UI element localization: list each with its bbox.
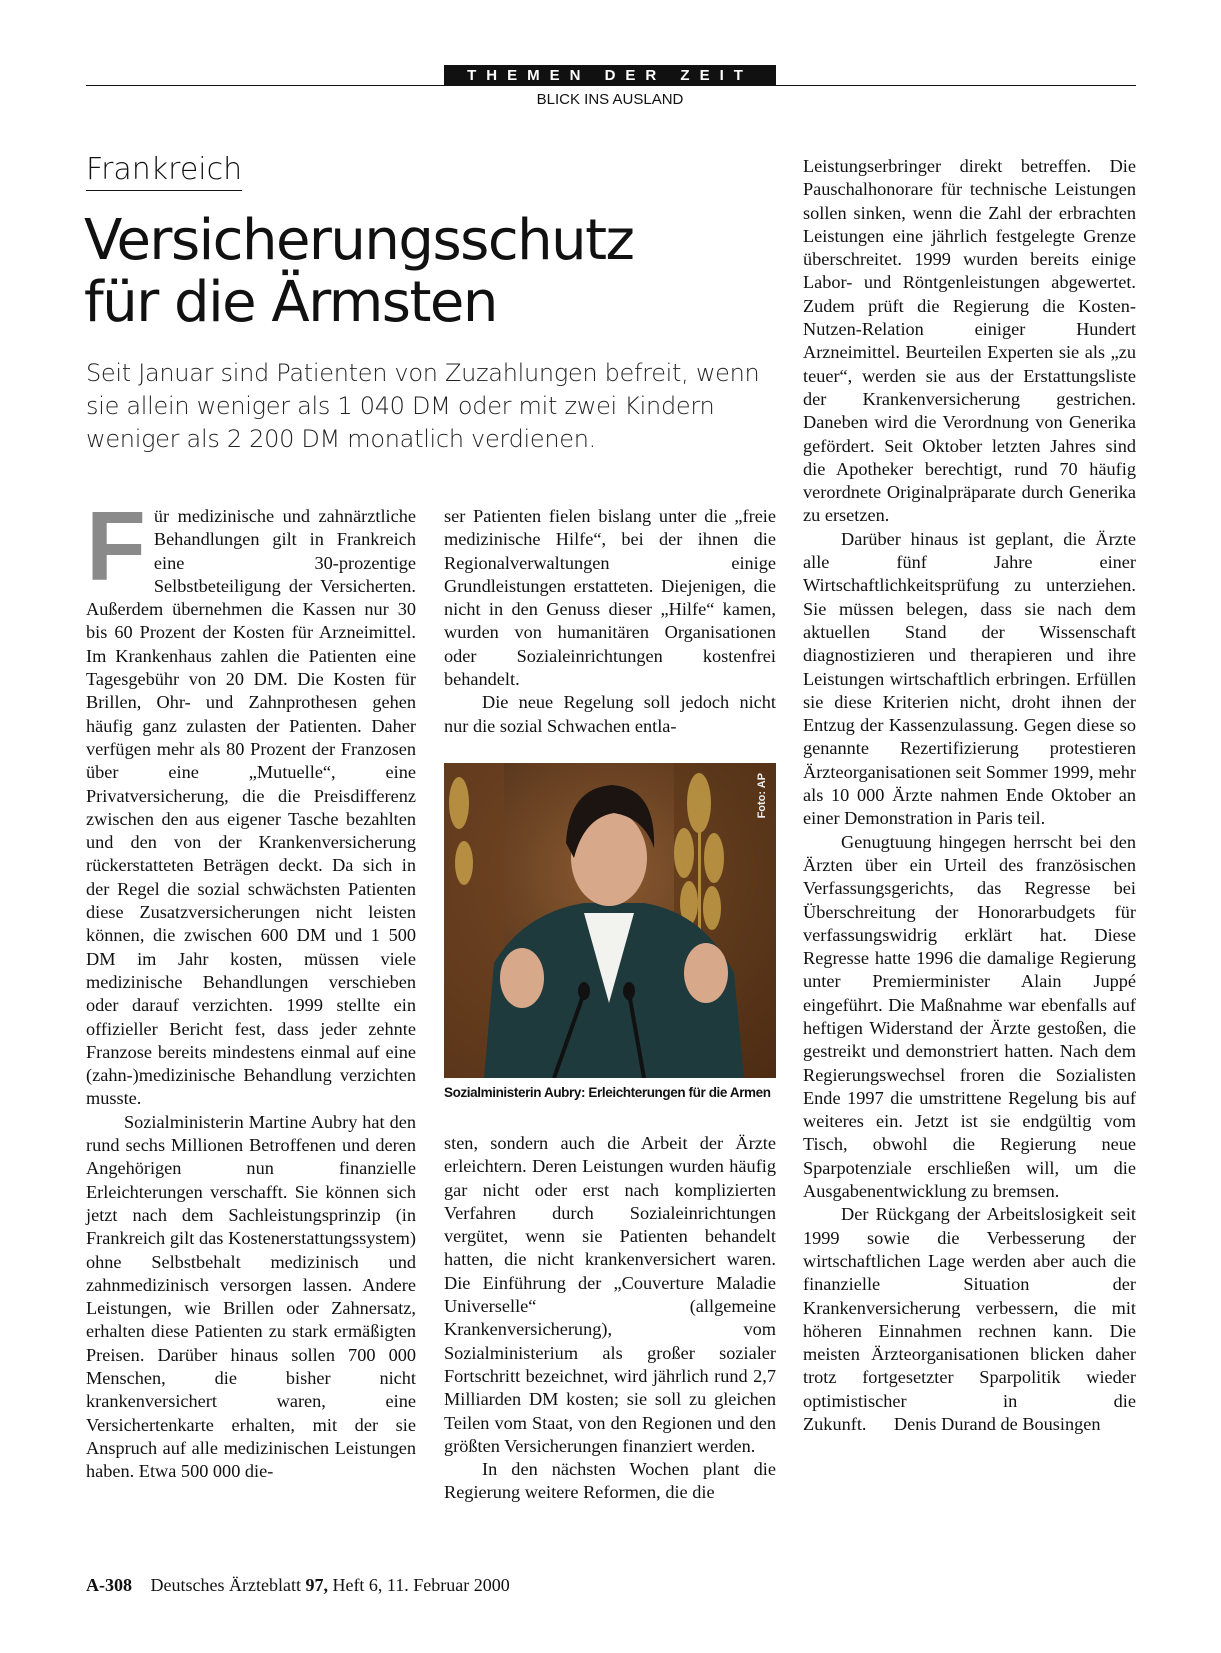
paragraph: Leistungserbringer direkt betreffen. Die Pauschalhonorare für technische Leistungen sollen sinken, wenn die Zahl der erbrachten Leistungen eine jährlich festgelegte Grenze überschreitet. 1999 wurden bereits einige Labor- und Röntgenleistungen abgewertet. Zudem prüft die Regierung die Kosten-Nutzen-Relation einiger Hundert Arzneimittel. Beurteilen Experten sie als „zu teuer“, werden sie aus der Erstattungsliste der Krankenversicherung gestrichen. Daneben wird die Verordnung von Generika gefördert. Seit Oktober letzten Jahres sind die Apotheker berechtigt, rund 70 häufig verordnete Originalpräparate durch Generika zu ersetzen. [803, 156, 1136, 526]
article-deck: Seit Januar sind Patienten von Zuzahlungen befreit, wenn sie allein weniger als 1 040 DM oder mit zwei Kindern weniger als 2 200 DM monatlich verdienen. [86, 359, 760, 453]
page-number: A-308 [86, 1575, 132, 1595]
journal-volume: 97, [305, 1575, 328, 1595]
paragraph: Sozialministerin Martine Aubry hat den rund sechs Millionen Betroffenen und deren Angehörigen nun finanzielle Erleichterungen verschafft. Sie können sich jetzt nach dem Sachleistungsprinzip (in Frankreich gilt das Kostenerstattungssystem) ohne Selbstbehalt medizinisch und zahnmedizinisch versorgen lassen. Andere Leistungen, wie Brillen oder Zahnersatz, erhalten diese Patienten zu stark ermäßigten Preisen. Darüber hinaus sollen 700 000 Menschen, die bisher nicht krankenversichert waren, eine Versichertenkarte erhalten, mit der sie Anspruch auf alle medizinischen Leistungen haben. Etwa 500 000 die- [86, 1111, 416, 1482]
column-1 [86, 491, 416, 1483]
headline-line-1: Versicherungsschutz [84, 208, 634, 273]
paragraph: Genugtuung hingegen herrscht bei den Ärzten über ein Urteil des französischen Verfassungsgerichts, das Regresse bei Überschreitung der Honorarbudgets für verfassungswidrig erklärt hat. Diese Regresse hatte 1996 die damalige Regierung unter Premierminister Alain Juppé eingeführt. Die Maßnahme war ebenfalls auf heftigen Widerstand der Ärzte gestoßen, die gestreikt und demonstriert hatten. Nach dem Regierungswechsel froren die Sozialisten Ende 1997 die umstrittene Regelung bis auf weiteres ein. Jetzt ist sie endgültig vom Tisch, obwohl die Regierung neue Sparpotenziale erschließen will, um die Ausgabenentwicklung zu bremsen. [803, 831, 1136, 1202]
paragraph-text: Der Rückgang der Arbeitslosigkeit seit 1999 sowie die Verbesserung der wirtschaftlichen Lage werden aber auch die finanzielle Situation der Krankenversicherung verbessern, die mit höheren Einnahmen rechnen kann. Die meisten Ärzteorganisationen blicken daher trotz fortgesetzter Sparpolitik wieder optimistischer in die Zukunft. [803, 1204, 1136, 1435]
paragraph: ser Patienten fielen bislang unter die „freie medizinische Hilfe“, bei der ihnen die Regionalverwaltungen einige Grundleistungen erstatteten. Diejenigen, die nicht in den Genuss dieser „Hilfe“ kamen, wurden von humanitären Organisationen oder Sozialeinrichtungen kostenfrei behandelt. [444, 506, 776, 690]
paragraph [86, 491, 416, 1111]
page-footer [86, 1575, 510, 1596]
photo-illustration [444, 763, 776, 1078]
column-2-top [444, 505, 776, 738]
article-kicker: Frankreich [86, 153, 242, 191]
paragraph-text: ür medizinische und zahnärztliche Behandlungen gilt in Frankreich eine 30-prozentige Selbstbeteiligung der Versicherten. Außerdem übernehmen die Kassen nur 30 bis 60 Prozent der Kosten für Arzneimittel. Im Krankenhaus zahlen die Patienten eine Tagesgebühr von 20 DM. Die Kosten für Brillen, Ohr- und Zahnprothesen gehen häufig ganz zulasten der Patienten. Daher verfügen mehr als 80 Prozent der Franzosen über eine „Mutuelle“, eine Privatversicherung, die die Preisdifferenz zwischen den aus eigener Tasche bezahlten und den von der Krankenversicherung rückerstatteten Beträgen deckt. Da sich in der Regel die sozial schwächsten Patienten diese Zusatzversicherungen nicht leisten können, die zwischen 600 DM und 1 500 DM im Jahr kosten, müssen viele medizinische Behandlungen verschieben oder darauf verzichten. 1999 stellte ein offizieller Bericht fest, dass jeder zehnte Franzose bereits mindestens einmal auf eine (zahn-)medizinische Behandlung verzichten musste. [86, 506, 416, 1109]
photo-caption: Sozialministerin Aubry: Erleichterungen für die Armen [444, 1085, 771, 1100]
subsection-label: BLICK INS AUSLAND [536, 91, 684, 108]
journal-name: Deutsches Ärzteblatt [150, 1575, 301, 1595]
article-headline [84, 210, 764, 334]
paragraph: Die neue Regelung soll jedoch nicht nur die sozial Schwachen entla- [444, 692, 776, 736]
paragraph: In den nächsten Wochen plant die Regierung weitere Reformen, die die [444, 1459, 776, 1503]
issue-info: Heft 6, 11. Februar 2000 [332, 1575, 510, 1595]
drop-cap: F [86, 491, 146, 601]
section-banner: THEMEN DER ZEIT [444, 65, 776, 86]
column-3 [803, 155, 1136, 1436]
paragraph [803, 1203, 1136, 1436]
paragraph: Darüber hinaus ist geplant, die Ärzte alle fünf Jahre einer Wirtschaftlichkeitsprüfung zu unterziehen. Sie müssen belegen, dass sie nach dem aktuellen Stand der Wissenschaft diagnostizieren und therapieren und ihre Leistungen wirtschaftlich erbringen. Erfüllen sie diese Kriterien nicht, droht ihnen der Entzug der Kassenzulassung. Gegen diese so genannte Rezertifizierung protestieren Ärzteorganisationen seit Sommer 1999, mehr als 10 000 Ärzte nahmen Ende Oktober an einer Demonstration in Paris teil. [803, 528, 1136, 829]
column-2-bottom [444, 1132, 776, 1505]
author-signature: Denis Durand de Bousingen [893, 1414, 1101, 1435]
photo-credit: Foto: AP [756, 773, 768, 819]
headline-line-2: für die Ärmsten [84, 270, 497, 335]
paragraph: sten, sondern auch die Arbeit der Ärzte erleichtern. Deren Leistungen wurden häufig gar nicht oder erst nach komplizierten Verfahren durch Sozialeinrichtungen vergütet, wenn sie Patienten behandelt hatten, die nicht krankenversichert waren. Die Einführung der „Couverture Maladie Universelle“ (allgemeine Krankenversicherung), vom Sozialministerium als großer sozialer Fortschritt bezeichnet, wird jährlich rund 2,7 Milliarden DM kosten; sie soll zu gleichen Teilen vom Staat, von den Regionen und den größten Versicherungen finanziert werden. [444, 1133, 776, 1456]
article-photo [444, 763, 776, 1078]
